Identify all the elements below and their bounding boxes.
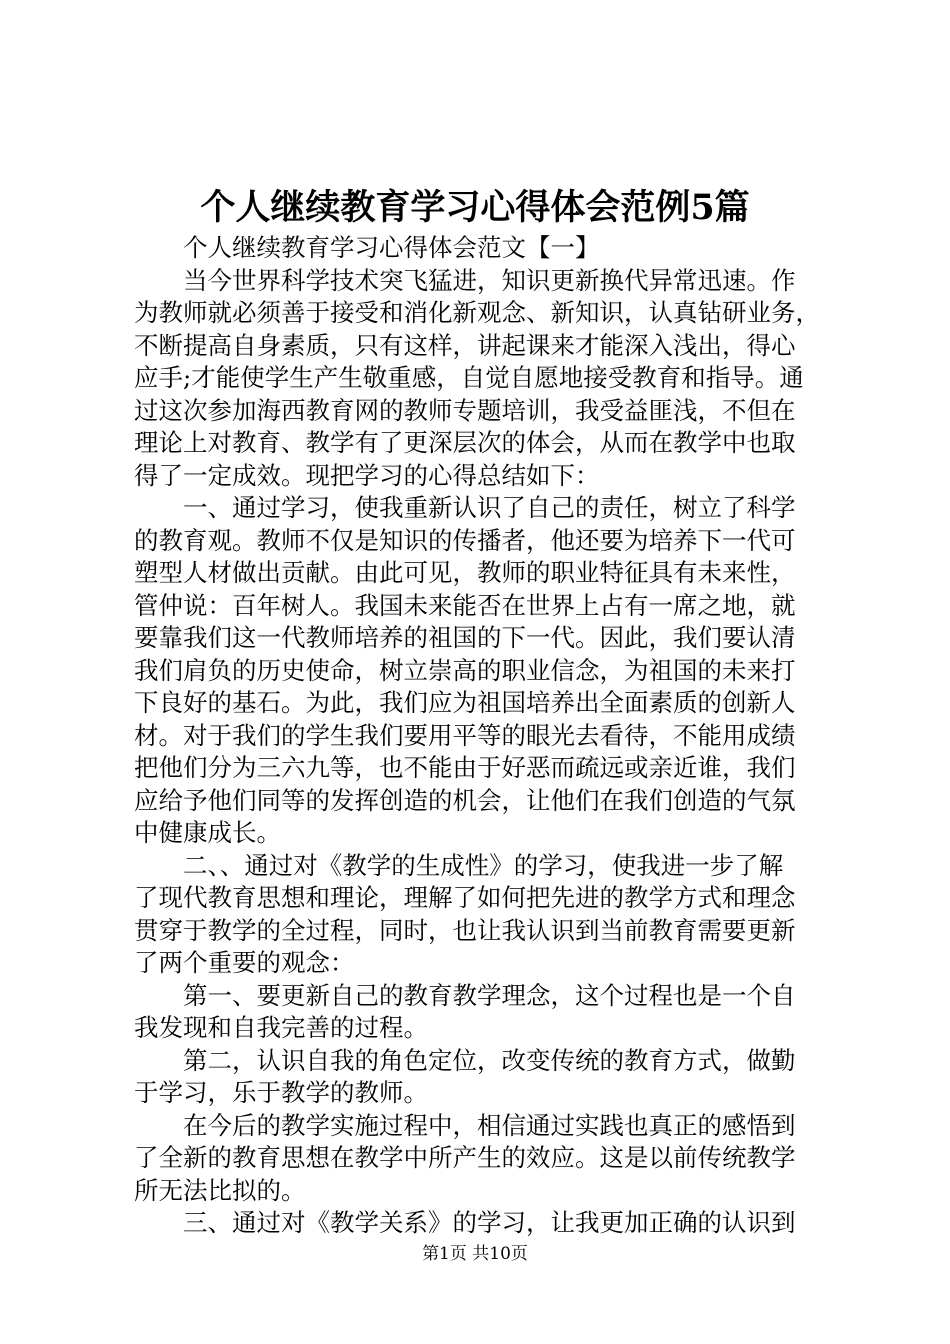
text-line: 的教育观。教师不仅是知识的传播者，他还要为培养下一代可 bbox=[134, 525, 796, 555]
text-line: 应手;才能使学生产生敬重感，自觉自愿地接受教育和指导。通 bbox=[134, 363, 804, 392]
text-line: 当今世界科学技术突飞猛进，知识更新换代异常迅速。作 bbox=[183, 265, 796, 295]
paragraph bbox=[134, 492, 834, 850]
text-line: 下良好的基石。为此，我们应为祖国培养出全面素质的创新人 bbox=[134, 688, 796, 717]
text-line: 不断提高自身素质，只有这样，讲起课来才能深入浅出，得心 bbox=[134, 330, 796, 360]
document-title: 个人继续教育学习心得体会范例5篇 bbox=[200, 187, 750, 228]
text-line: 了两个重要的观念： bbox=[134, 948, 355, 977]
text-line: 中健康成长。 bbox=[134, 818, 281, 847]
text-line: 理论上对教育、教学有了更深层次的体会，从而在教学中也取 bbox=[134, 428, 796, 457]
text-line: 得了一定成效。现把学习的心得总结如下： bbox=[134, 460, 600, 490]
paragraph bbox=[134, 265, 834, 493]
text-line: 我们肩负的历史使命，树立崇高的职业信念，为祖国的未来打 bbox=[134, 655, 796, 685]
text-line: 第二，认识自我的角色定位，改变传统的教育方式，做勤 bbox=[183, 1045, 796, 1075]
text-line: 三、通过对《教学关系》的学习，让我更加正确的认识到 bbox=[183, 1208, 796, 1237]
text-line: 为教师就必须善于接受和消化新观念、新知识，认真钻研业务， bbox=[134, 298, 820, 327]
text-line: 一、通过学习，使我重新认识了自己的责任，树立了科学 bbox=[183, 493, 796, 522]
text-line: 在今后的教学实施过程中，相信通过实践也真正的感悟到 bbox=[183, 1110, 796, 1140]
text-line: 应给予他们同等的发挥创造的机会，让他们在我们创造的气氛 bbox=[134, 785, 796, 815]
text-line: 了全新的教育思想在教学中所产生的效应。这是以前传统教学 bbox=[134, 1143, 796, 1172]
page-footer: 第1页 共10页 bbox=[422, 1244, 528, 1264]
paragraph bbox=[134, 850, 834, 980]
text-line: 贯穿于教学的全过程，同时，也让我认识到当前教育需要更新 bbox=[134, 915, 796, 945]
text-line: 材。对于我们的学生我们要用平等的眼光去看待，不能用成绩 bbox=[134, 720, 796, 750]
paragraph bbox=[134, 980, 834, 1045]
text-line: 塑型人材做出贡献。由此可见，教师的职业特征具有未来性， bbox=[134, 558, 796, 587]
text-line: 于学习，乐于教学的教师。 bbox=[134, 1078, 428, 1107]
paragraph bbox=[134, 1045, 834, 1110]
text-line: 我发现和自我完善的过程。 bbox=[134, 1013, 428, 1042]
document-body bbox=[134, 232, 834, 1240]
paragraph bbox=[134, 1207, 834, 1240]
text-line: 个人继续教育学习心得体会范文【一】 bbox=[183, 233, 600, 262]
text-line: 了现代教育思想和理论，理解了如何把先进的教学方式和理念 bbox=[134, 883, 796, 912]
paragraph bbox=[134, 232, 834, 265]
text-line: 第一、要更新自己的教育教学理念，这个过程也是一个自 bbox=[183, 980, 796, 1010]
text-line: 把他们分为三六九等，也不能由于好恶而疏远或亲近谁，我们 bbox=[134, 753, 796, 782]
text-line: 过这次参加海西教育网的教师专题培训，我受益匪浅，不但在 bbox=[134, 395, 796, 425]
paragraph bbox=[134, 1110, 834, 1208]
text-line: 管仲说：百年树人。我国未来能否在世界上占有一席之地，就 bbox=[134, 590, 796, 620]
text-line: 二、、通过对《教学的生成性》的学习，使我进一步了解 bbox=[183, 850, 784, 880]
text-line: 所无法比拟的。 bbox=[134, 1175, 306, 1205]
text-line: 要靠我们这一代教师培养的祖国的下一代。因此，我们要认清 bbox=[134, 623, 796, 652]
